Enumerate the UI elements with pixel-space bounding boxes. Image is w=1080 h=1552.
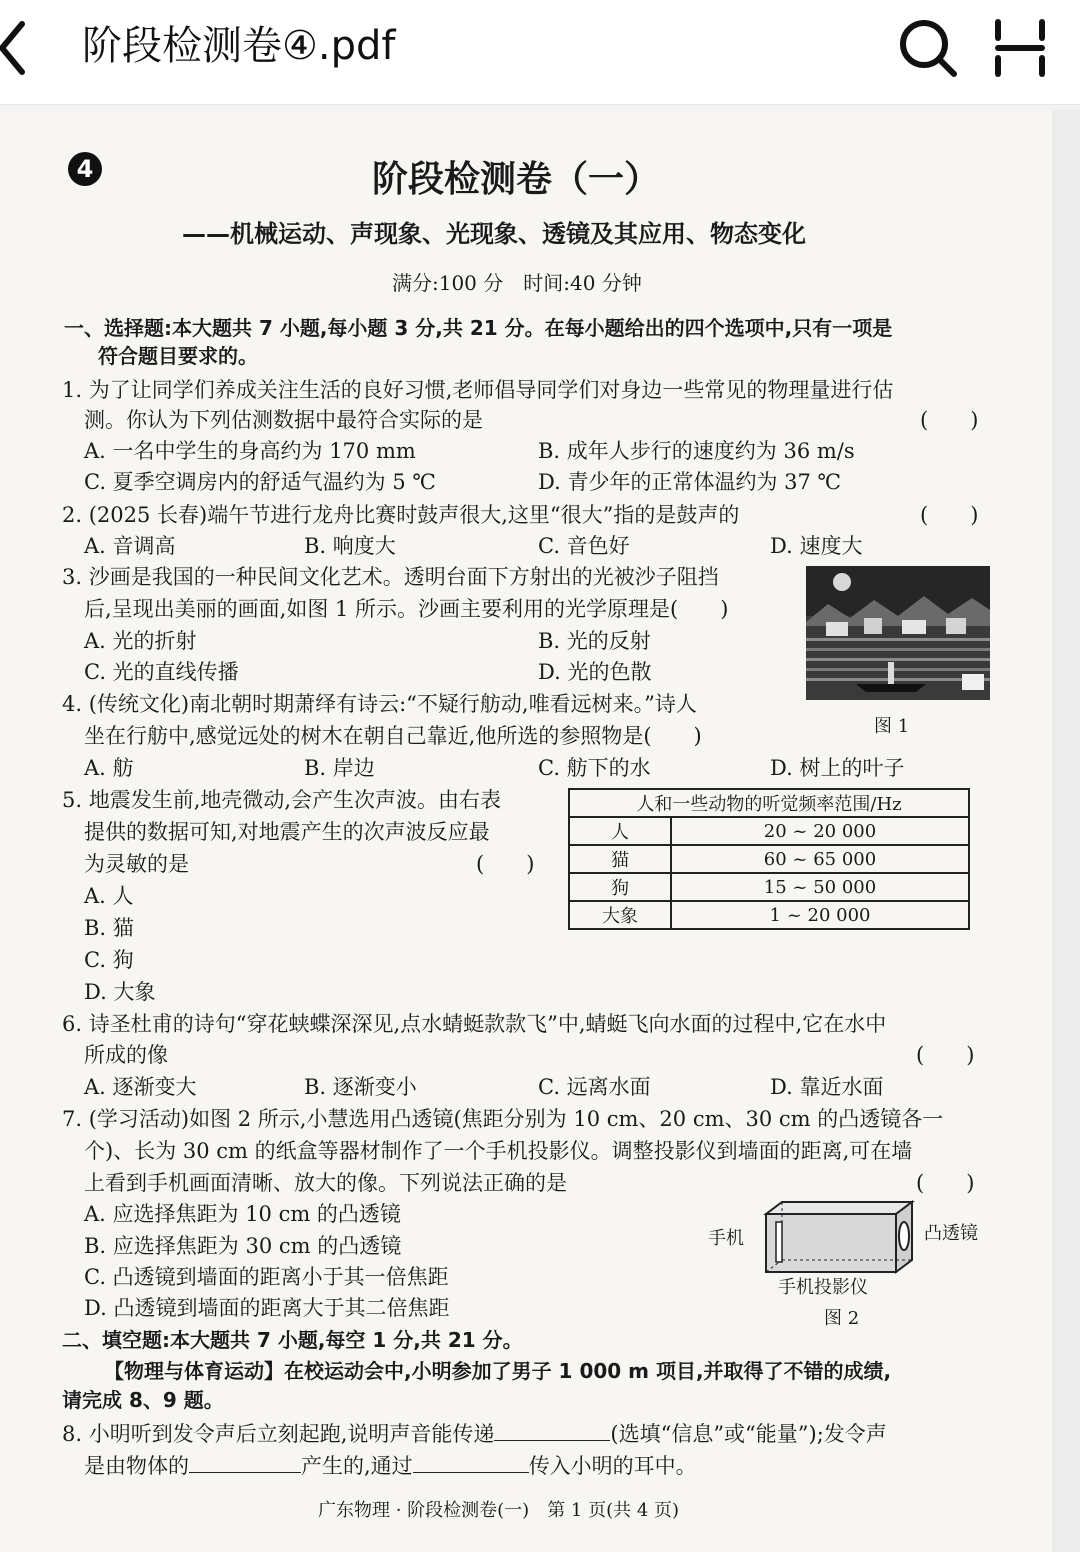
chevron-left-icon[interactable] (0, 18, 34, 78)
hearing-range-table (568, 788, 970, 930)
q8-text-e: 传入小明的耳中。 (528, 1454, 697, 1478)
q1-stem-cont: 测。你认为下列估测数据中最符合实际的是 (84, 408, 483, 432)
q2-stem: 2. (2025 长春)端午节进行龙舟比赛时鼓声很大,这里“很大”指的是鼓声的 (62, 503, 740, 527)
exam-subtitle: ——机械运动、声现象、光现象、透镜及其应用、物态变化 (182, 220, 806, 248)
q8-text-b: (选填“信息”或“能量”);发令声 (610, 1422, 887, 1446)
page-footer: 广东物理 · 阶段检测卷(一) 第 1 页(共 4 页) (318, 1500, 680, 1521)
q6-stem: 6. 诗圣杜甫的诗句“穿花蛱蝶深深见,点水蜻蜓款款飞”中,蜻蜓飞向水面的过程中,它在水中 (62, 1012, 887, 1036)
table-cell-range: 20 ~ 20 000 (671, 817, 969, 845)
scrollbar[interactable] (1052, 110, 1080, 1552)
q7-stem-cont2: 上看到手机画面清晰、放大的像。下列说法正确的是 (84, 1171, 567, 1195)
table-cell-range: 15 ~ 50 000 (671, 873, 969, 901)
q6-option-b: B. 逐渐变小 (304, 1075, 417, 1099)
q4-stem-cont: 坐在行舫中,感觉远处的树木在朝自己靠近,他所选的参照物是( ) (84, 724, 702, 748)
q6-stem-cont: 所成的像 (84, 1043, 168, 1067)
q1-answer-paren: ( ) (920, 408, 979, 432)
q5-option-b: B. 猫 (84, 916, 134, 940)
q2-answer-paren: ( ) (920, 503, 979, 527)
section1-heading: 一、选择题:本大题共 7 小题,每小题 3 分,共 21 分。在每小题给出的四个选项中,只有一项是 (64, 316, 893, 340)
q2-option-c: C. 音色好 (538, 534, 630, 558)
expand-icon[interactable] (990, 16, 1050, 80)
q7-option-c: C. 凸透镜到墙面的距离小于其一倍焦距 (84, 1265, 449, 1289)
q5-stem-cont2: 为灵敏的是 (84, 852, 189, 876)
table-caption: 人和一些动物的听觉频率范围/Hz (569, 789, 969, 817)
table-cell-animal: 狗 (569, 873, 671, 901)
sand-painting-figure (806, 566, 990, 700)
q8-line1 (62, 1422, 887, 1445)
q6-option-d: D. 靠近水面 (770, 1075, 884, 1099)
q6-answer-paren: ( ) (916, 1043, 975, 1067)
figure2-box-label: 手机投影仪 (778, 1277, 868, 1298)
table-cell-animal: 人 (569, 817, 671, 845)
document-title: 阶段检测卷④.pdf (82, 23, 396, 69)
table-cell-animal: 猫 (569, 845, 671, 873)
q3-option-d: D. 光的色散 (538, 660, 652, 684)
figure2-phone-label: 手机 (708, 1228, 744, 1249)
q8-text-a: 8. 小明听到发令声后立刻起跑,说明声音能传递 (62, 1422, 495, 1446)
q8-blank-1[interactable] (494, 1422, 610, 1441)
q1-option-d: D. 青少年的正常体温约为 37 ℃ (538, 470, 842, 494)
table-row (569, 845, 969, 873)
q1-option-c: C. 夏季空调房内的舒适气温约为 5 ℃ (84, 470, 436, 494)
q8-blank-3[interactable] (413, 1454, 529, 1473)
section2-heading: 二、填空题:本大题共 7 小题,每空 1 分,共 21 分。 (62, 1328, 523, 1352)
q7-answer-paren: ( ) (916, 1171, 975, 1195)
q4-option-c: C. 舫下的水 (538, 756, 651, 780)
q7-option-b: B. 应选择焦距为 30 cm 的凸透镜 (84, 1234, 402, 1258)
q3-stem-cont: 后,呈现出美丽的画面,如图 1 所示。沙画主要利用的光学原理是( ) (84, 597, 729, 621)
q2-option-d: D. 速度大 (770, 534, 863, 558)
q4-option-a: A. 舫 (84, 756, 134, 780)
table-cell-range: 1 ~ 20 000 (671, 901, 969, 929)
table-row (569, 817, 969, 845)
top-app-bar (0, 0, 1080, 105)
q8-text-d: 产生的,通过 (301, 1454, 413, 1478)
table-row (569, 873, 969, 901)
q1-option-a: A. 一名中学生的身高约为 170 mm (84, 439, 416, 463)
context-intro-cont: 请完成 8、9 题。 (62, 1388, 224, 1412)
table-cell-range: 60 ~ 65 000 (671, 845, 969, 873)
volume-number-badge: 4 (68, 152, 102, 186)
exam-title: 阶段检测卷（一） (372, 159, 661, 200)
q7-stem-cont: 个)、长为 30 cm 的纸盒等器材制作了一个手机投影仪。调整投影仪到墙面的距离,可在墙 (84, 1139, 913, 1163)
section1-heading-cont: 符合题目要求的。 (98, 344, 258, 368)
q5-stem-cont: 提供的数据可知,对地震产生的次声波反应最 (84, 820, 490, 844)
q4-option-b: B. 岸边 (304, 756, 375, 780)
q4-option-d: D. 树上的叶子 (770, 756, 905, 780)
q3-stem: 3. 沙画是我国的一种民间文化艺术。透明台面下方射出的光被沙子阻挡 (62, 565, 719, 589)
q5-option-d: D. 大象 (84, 980, 156, 1004)
q2-option-b: B. 响度大 (304, 534, 396, 558)
q8-text-c: 是由物体的 (84, 1454, 189, 1478)
q5-option-a: A. 人 (84, 884, 134, 908)
phone-projector-figure (752, 1200, 922, 1276)
q8-blank-2[interactable] (189, 1454, 301, 1473)
q3-option-c: C. 光的直线传播 (84, 660, 239, 684)
q5-answer-paren: ( ) (476, 852, 535, 876)
q4-stem: 4. (传统文化)南北朝时期萧绎有诗云:“不疑行舫动,唯看远树来。”诗人 (62, 692, 697, 716)
search-icon[interactable] (896, 16, 960, 80)
q6-option-a: A. 逐渐变大 (84, 1075, 197, 1099)
q5-stem: 5. 地震发生前,地壳微动,会产生次声波。由右表 (62, 788, 502, 812)
q1-option-b: B. 成年人步行的速度约为 36 m/s (538, 439, 855, 463)
q2-option-a: A. 音调高 (84, 534, 176, 558)
table-row (569, 901, 969, 929)
q7-stem: 7. (学习活动)如图 2 所示,小慧选用凸透镜(焦距分别为 10 cm、20 cm、30 cm 的凸透镜各一 (62, 1107, 944, 1131)
figure2-lens-label: 凸透镜 (924, 1223, 978, 1244)
table-cell-animal: 大象 (569, 901, 671, 929)
exam-meta: 满分:100 分 时间:40 分钟 (392, 271, 642, 295)
q7-option-a: A. 应选择焦距为 10 cm 的凸透镜 (84, 1202, 401, 1226)
figure1-caption: 图 1 (874, 716, 910, 737)
q3-option-b: B. 光的反射 (538, 629, 651, 653)
figure2-caption: 图 2 (824, 1308, 860, 1329)
q1-stem: 1. 为了让同学们养成关注生活的良好习惯,老师倡导同学们对身边一些常见的物理量进行估 (62, 378, 894, 402)
context-intro: 【物理与体育运动】在校运动会中,小明参加了男子 1 000 m 项目,并取得了不错的成绩, (104, 1359, 892, 1383)
q8-line2 (84, 1454, 697, 1477)
q6-option-c: C. 远离水面 (538, 1075, 651, 1099)
q5-option-c: C. 狗 (84, 948, 134, 972)
q7-option-d: D. 凸透镜到墙面的距离大于其二倍焦距 (84, 1296, 450, 1320)
q3-option-a: A. 光的折射 (84, 629, 197, 653)
